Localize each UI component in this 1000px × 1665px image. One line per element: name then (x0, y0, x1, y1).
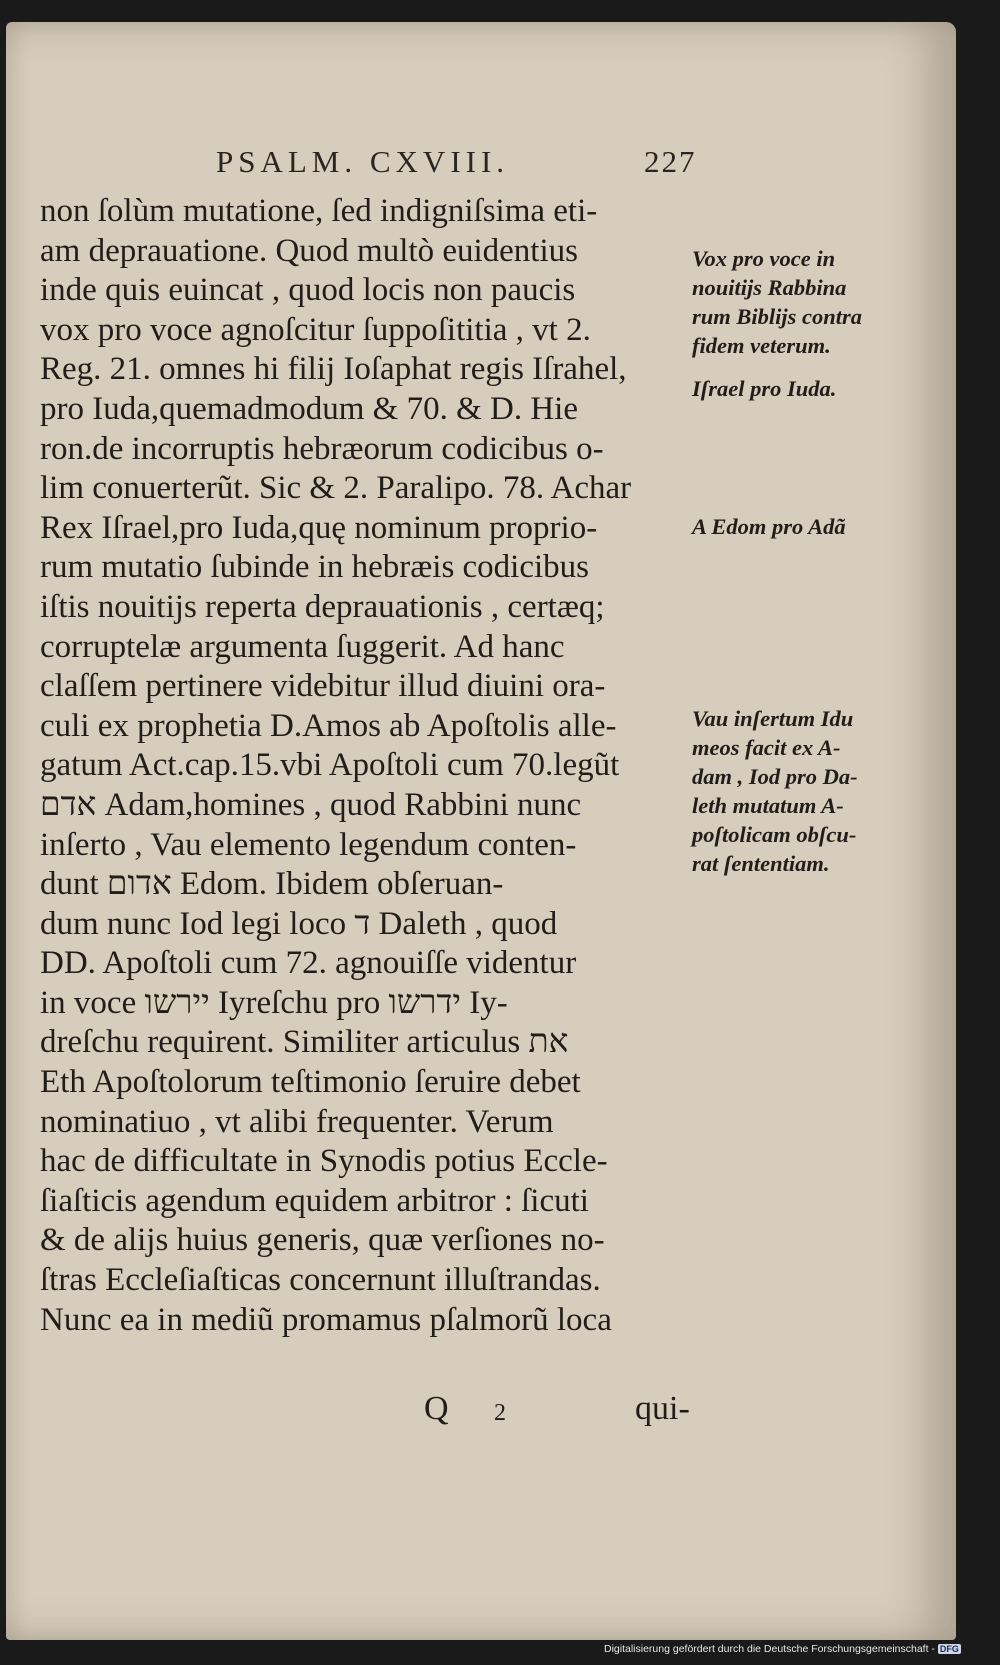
book-page (6, 22, 956, 1640)
text-line: iſtis nouitijs reperta deprauationis , certæq; (40, 588, 605, 625)
text-line: Rex Iſrael,pro Iuda,quę nominum proprio- (40, 509, 598, 546)
page-number: 227 (644, 144, 697, 179)
text-line: nominatiuo , vt alibi frequenter. Verum (40, 1103, 554, 1140)
text-line: culi ex prophetia D.Amos ab Apoſtolis alle- (40, 707, 617, 744)
text-line: hac de difficultate in Synodis potius Eccle- (40, 1143, 608, 1180)
text-line: am deprauatione. Quod multò euidentius (40, 232, 578, 269)
text-line: inſerto , Vau elemento legendum conten- (40, 826, 577, 863)
text-line: dunt אדום Edom. Ibidem obſeruan- (40, 866, 504, 903)
margin-note-israel-pro-iuda: Iſrael pro Iuda. (692, 376, 837, 401)
signature-number: 2 (494, 1400, 506, 1426)
dfg-logo-icon: DFG (939, 1644, 959, 1654)
text-line: DD. Apoſtoli cum 72. agnouiſſe videntur (40, 945, 577, 982)
text-line: dreſchu requirent. Similiter articulus את (40, 1024, 569, 1061)
text-line: אדם Adam,homines , quod Rabbini nunc (40, 786, 582, 823)
text-line: inde quis euincat , quod locis non paucis (40, 272, 576, 309)
text-line: vox pro voce agnoſcitur ſuppoſititia , vt 2. (40, 311, 591, 348)
text-line: lim conuerterũt. Sic & 2. Paralipo. 78. Achar (40, 470, 632, 507)
text-line: & de alijs huius generis, quæ verſiones no- (40, 1222, 605, 1259)
text-line: rum mutatio ſubinde in hebræis codicibus (40, 549, 590, 586)
body-text (40, 192, 700, 1340)
margin-note-vox-pro-voce: Vox pro voce in nouitijs Rabbina rum Biblijs contra fidem veterum. (692, 246, 863, 358)
running-title: PSALM. CXVIII. (216, 144, 510, 179)
text-line: non ſolùm mutatione, ſed indigniſsima eti- (40, 193, 598, 229)
text-line: corruptelæ argumenta ſuggerit. Ad hanc (40, 628, 565, 665)
catchword: qui- (635, 1390, 690, 1427)
text-line: Reg. 21. omnes hi filij Ioſaphat regis Iſrahel, (40, 351, 627, 388)
text-line: ron.de incorruptis hebræorum codicibus o- (40, 430, 604, 467)
text-line: ſiaſticis agendum equidem arbitror : ſicuti (40, 1182, 589, 1219)
margin-note-edom-pro-adam: A Edom pro Adã (692, 514, 846, 539)
text-line: gatum Act.cap.15.vbi Apoſtoli cum 70.legũt (40, 747, 620, 784)
text-line: claſſem pertinere videbitur illud diuini ora- (40, 668, 606, 705)
text-line: in voce יירשו Iyreſchu pro ידרשו Iy- (40, 984, 508, 1021)
text-line: Eth Apoſtolorum teſtimonio ſeruire debet (40, 1064, 581, 1101)
text-line: Nunc ea in mediũ promamus pſalmorũ loca (40, 1301, 612, 1338)
margin-note-vau-insertum: Vau inſertum Idu meos facit ex A- dam , Iod pro Da- leth mutatum A- poſtolicam obſcu- rat ſententiam. (692, 706, 858, 876)
signature-mark: Q (424, 1390, 449, 1427)
text-line: ſtras Eccleſiaſticas concernunt illuſtrandas. (40, 1262, 601, 1299)
text-line: pro Iuda,quemadmodum & 70. & D. Hie (40, 390, 578, 427)
text-line: dum nunc Iod legi loco ד Daleth , quod (40, 905, 558, 942)
footer-text: Digitalisierung gefördert durch die Deutsche Forschungsgemeinschaft - (604, 1643, 935, 1655)
funding-footer (604, 1643, 996, 1661)
